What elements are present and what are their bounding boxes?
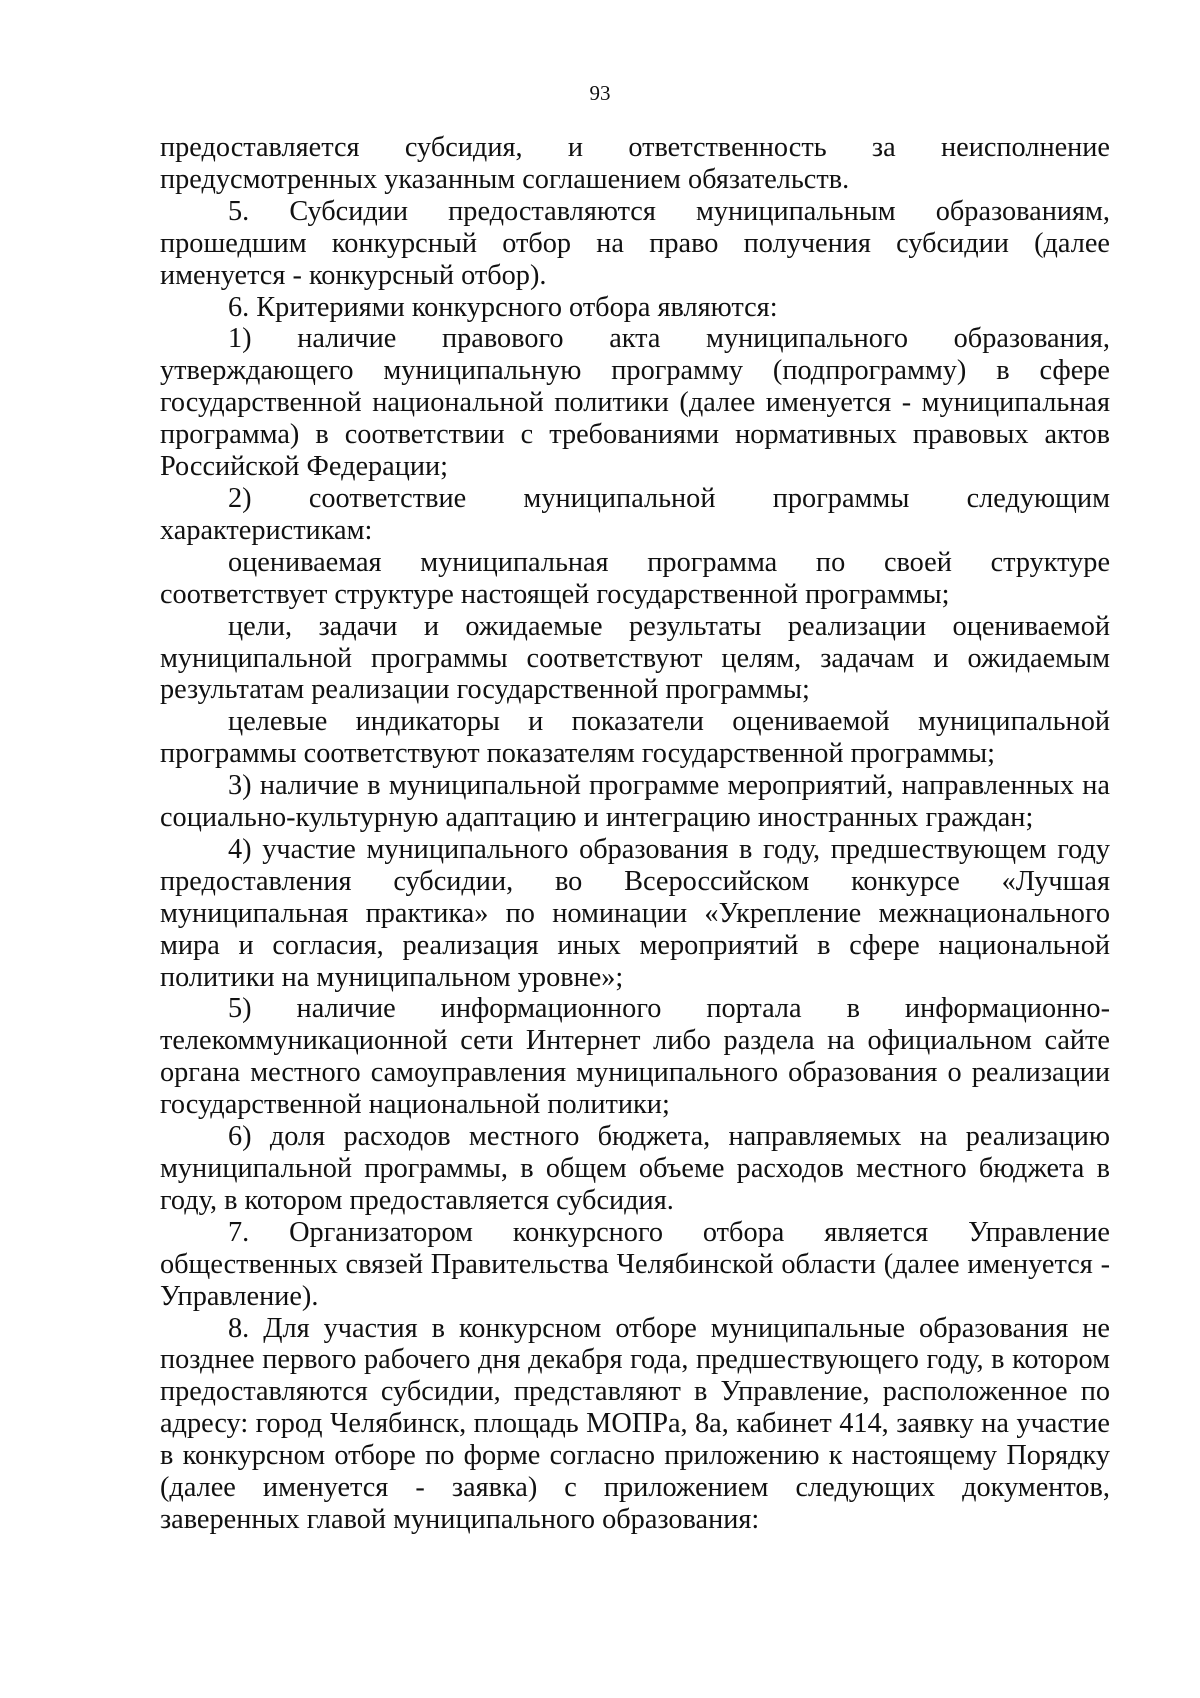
criterion-4: 4) участие муниципального образования в году, предшествующем году предоставления субсидии, во Всероссийском конкурсе «Лучшая муниципальная практика» по номинации «Укрепление межнационального мира и согласия, реализация иных мероприятий в сфере национальной политики на муниципальном уровне»; bbox=[160, 833, 1110, 993]
criterion-3: 3) наличие в муниципальной программе мероприятий, направленных на социально-культурную адаптацию и интеграцию иностранных граждан; bbox=[160, 770, 1110, 834]
criterion-1: 1) наличие правового акта муниципального образования, утверждающего муниципальную программу (подпрограмму) в сфере государственной национальной политики (далее именуется - муниципальная программа) в соответствии с требованиями нормативных правовых актов Российской Федерации; bbox=[160, 323, 1110, 483]
document-body bbox=[160, 132, 1110, 1536]
criterion-2: 2) соответствие муниципальной программы следующим характеристикам: bbox=[160, 482, 1110, 546]
paragraph-item-8: 8. Для участия в конкурсном отборе муниципальные образования не позднее первого рабочего дня декабря года, предшествующего году, в котором предоставляются субсидии, представляют в Управление, расположенное по адресу: город Челябинск, площадь МОПРа, 8а, кабинет 414, заявку на участие в конкурсном отборе по форме согласно приложению к настоящему Порядку (далее именуется - заявка) с приложением следующих документов, заверенных главой муниципального образования: bbox=[160, 1312, 1110, 1535]
criterion-2-goals: цели, задачи и ожидаемые результаты реализации оцениваемой муниципальной программы соответствуют целям, задачам и ожидаемым результатам реализации государственной программы; bbox=[160, 610, 1110, 706]
paragraph-continuation: предоставляется субсидия, и ответственность за неисполнение предусмотренных указанным соглашением обязательств. bbox=[160, 132, 1110, 195]
criterion-5: 5) наличие информационного портала в информационно-телекоммуникационной сети Интернет либо раздела на официальном сайте органа местного самоуправления муниципального образования о реализации государственной национальной политики; bbox=[160, 993, 1110, 1121]
criterion-6: 6) доля расходов местного бюджета, направляемых на реализацию муниципальной программы, в общем объеме расходов местного бюджета в году, в котором предоставляется субсидия. bbox=[160, 1121, 1110, 1216]
paragraph-item-6: 6. Критериями конкурсного отбора являются: bbox=[228, 291, 778, 323]
criterion-2-structure: оцениваемая муниципальная программа по своей структуре соответствует структуре настоящей государственной программы; bbox=[160, 546, 1110, 610]
paragraph-item-5: 5. Субсидии предоставляются муниципальным образованиям, прошедшим конкурсный отбор на право получения субсидии (далее именуется - конкурсный отбор). bbox=[160, 195, 1110, 291]
criterion-2-indicators: целевые индикаторы и показатели оцениваемой муниципальной программы соответствуют показателям государственной программы; bbox=[160, 706, 1110, 770]
paragraph-item-7: 7. Организатором конкурсного отбора является Управление общественных связей Правительства Челябинской области (далее именуется - Управление). bbox=[160, 1216, 1110, 1312]
page-number: 93 bbox=[589, 81, 611, 105]
